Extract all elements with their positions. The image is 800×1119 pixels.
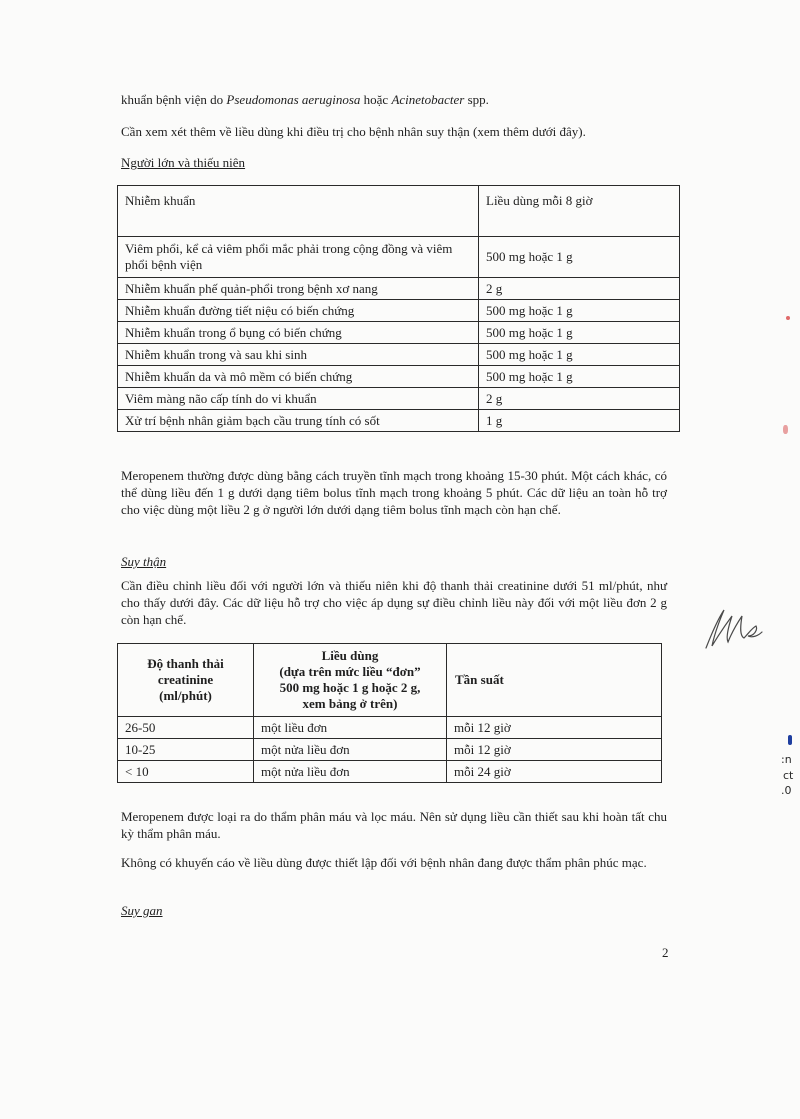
margin-mark: :n bbox=[781, 753, 792, 766]
infection-cell: Xử trí bệnh nhân giảm bạch cầu trung tính có sốt bbox=[118, 410, 479, 432]
dose-cell: 500 mg hoặc 1 g bbox=[479, 300, 680, 322]
intro-line bbox=[121, 91, 489, 108]
intro-text: khuẩn bệnh viện do bbox=[121, 92, 227, 107]
table-row bbox=[118, 278, 680, 300]
header-clearance bbox=[118, 644, 254, 717]
header-dose bbox=[254, 644, 447, 717]
dose-cell: một nửa liều đơn bbox=[254, 739, 447, 761]
header-line: creatinine bbox=[157, 672, 214, 687]
scan-artifact-dot bbox=[783, 425, 788, 434]
dosing-table bbox=[117, 185, 680, 432]
header-line: (dựa trên mức liều “đơn” bbox=[279, 664, 421, 679]
dose-cell: 1 g bbox=[479, 410, 680, 432]
page-number: 2 bbox=[662, 945, 669, 960]
header-frequency: Tần suất bbox=[447, 644, 662, 717]
dose-cell: 2 g bbox=[479, 388, 680, 410]
table-row bbox=[118, 237, 680, 278]
renal-heading: Suy thận bbox=[121, 554, 167, 569]
margin-mark: ct bbox=[783, 769, 794, 782]
infection-cell: Viêm phổi, kể cả viêm phổi mắc phải trong cộng đồng và viêm phổi bệnh viện bbox=[118, 237, 479, 278]
header-line: xem bảng ở trên) bbox=[302, 696, 398, 711]
header-line: Liều dùng bbox=[321, 648, 379, 663]
header-line: 500 mg hoặc 1 g hoặc 2 g, bbox=[279, 680, 421, 695]
table-row bbox=[118, 739, 662, 761]
frequency-cell: mỗi 12 giờ bbox=[447, 717, 662, 739]
dose-cell: 2 g bbox=[479, 278, 680, 300]
table-row bbox=[118, 322, 680, 344]
clearance-cell: 10-25 bbox=[118, 739, 254, 761]
header-infection: Nhiễm khuẩn bbox=[118, 186, 479, 237]
infection-cell: Viêm màng não cấp tính do vi khuẩn bbox=[118, 388, 479, 410]
frequency-cell: mỗi 24 giờ bbox=[447, 761, 662, 783]
peritoneal-paragraph: Không có khuyến cáo về liều dùng được thiết lập đối với bệnh nhân đang được thẩm phân phúc mạc. bbox=[121, 855, 647, 870]
dose-cell: 500 mg hoặc 1 g bbox=[479, 366, 680, 388]
table-row bbox=[118, 388, 680, 410]
table-row bbox=[118, 717, 662, 739]
scan-artifact-dot bbox=[786, 316, 790, 320]
dose-cell: một nửa liều đơn bbox=[254, 761, 447, 783]
organism-acinetobacter: Acinetobacter bbox=[391, 92, 465, 107]
header-line: Độ thanh thải bbox=[147, 656, 224, 671]
dose-cell: một liều đơn bbox=[254, 717, 447, 739]
infection-cell: Nhiễm khuẩn trong ổ bụng có biến chứng bbox=[118, 322, 479, 344]
margin-mark: .0 bbox=[781, 784, 792, 797]
table-row bbox=[118, 761, 662, 783]
dose-cell: 500 mg hoặc 1 g bbox=[479, 237, 680, 278]
hepatic-heading: Suy gan bbox=[121, 903, 163, 918]
intro-connector: hoặc bbox=[360, 92, 392, 107]
infection-cell: Nhiễm khuẩn trong và sau khi sinh bbox=[118, 344, 479, 366]
table-row bbox=[118, 410, 680, 432]
renal-note: Cần xem xét thêm về liều dùng khi điều trị cho bệnh nhân suy thận (xem thêm dưới đây). bbox=[121, 124, 586, 139]
signature-mark bbox=[702, 602, 766, 654]
infusion-paragraph: Meropenem thường được dùng bằng cách truyền tĩnh mạch trong khoảng 15-30 phút. Một cách khác, có thể dùng liều đến 1 g dưới dạng tiêm bolus tĩnh mạch trong khoảng 5 phút. Các dữ liệu an toàn hỗ trợ cho việc dùng một liều 2 g ở người lớn dưới dạng tiêm bolus tĩnh mạch còn hạn chế. bbox=[121, 468, 667, 517]
intro-suffix: spp. bbox=[464, 92, 489, 107]
frequency-cell: mỗi 12 giờ bbox=[447, 739, 662, 761]
infection-cell: Nhiễm khuẩn da và mô mềm có biến chứng bbox=[118, 366, 479, 388]
renal-paragraph: Cần điều chỉnh liều đối với người lớn và thiếu niên khi độ thanh thải creatinine dưới 51 ml/phút, như cho thấy dưới đây. Các dữ liệu hỗ trợ cho việc áp dụng sự điều chỉnh liều này đối với một liều đơn 2 g còn hạn chế. bbox=[121, 578, 667, 627]
organism-pseudomonas: Pseudomonas aeruginosa bbox=[226, 92, 361, 107]
renal-dosing-table bbox=[117, 643, 662, 783]
table-header-row bbox=[118, 644, 662, 717]
infection-cell: Nhiễm khuẩn đường tiết niệu có biến chứng bbox=[118, 300, 479, 322]
table-row bbox=[118, 344, 680, 366]
dialysis-paragraph: Meropenem được loại ra do thẩm phân máu và lọc máu. Nên sử dụng liều cần thiết sau khi hoàn tất chu kỳ thẩm phân máu. bbox=[121, 809, 667, 841]
dose-cell: 500 mg hoặc 1 g bbox=[479, 322, 680, 344]
header-dose: Liều dùng mỗi 8 giờ bbox=[479, 186, 680, 237]
adult-heading: Người lớn và thiếu niên bbox=[121, 155, 246, 170]
table-header-row bbox=[118, 186, 680, 237]
table-row bbox=[118, 300, 680, 322]
header-line: (ml/phút) bbox=[159, 688, 212, 703]
clearance-cell: 26-50 bbox=[118, 717, 254, 739]
infection-cell: Nhiễm khuẩn phế quản-phổi trong bệnh xơ nang bbox=[118, 278, 479, 300]
clearance-cell: < 10 bbox=[118, 761, 254, 783]
dose-cell: 500 mg hoặc 1 g bbox=[479, 344, 680, 366]
scan-artifact-mark bbox=[788, 735, 792, 745]
table-row bbox=[118, 366, 680, 388]
